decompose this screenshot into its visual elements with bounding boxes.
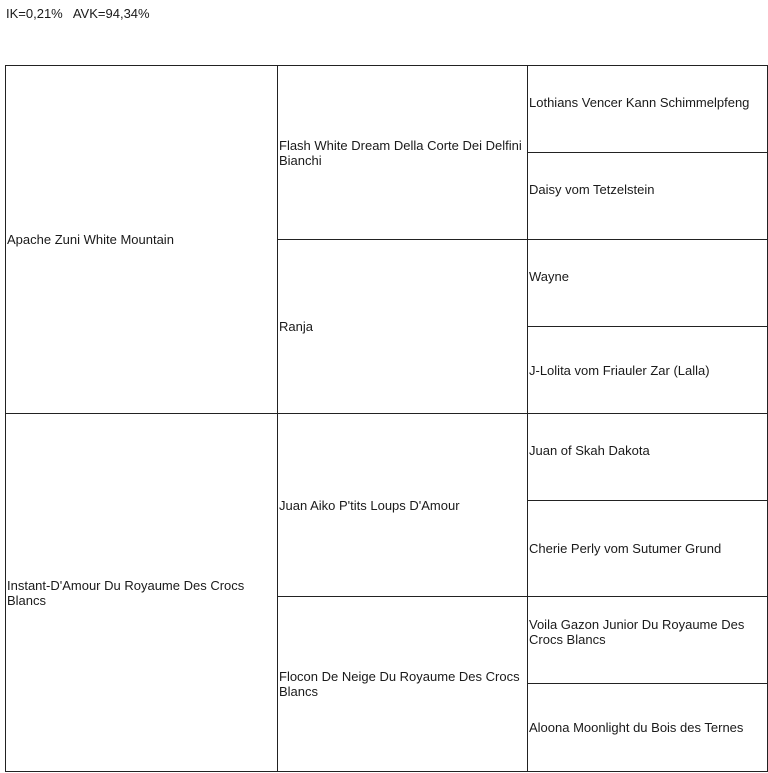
pedigree-cell-sire xyxy=(5,65,278,414)
sire-sire-name: Flash White Dream Della Corte Dei Delfini Bianchi xyxy=(279,137,522,168)
pedigree-cell-ddd xyxy=(527,683,768,772)
sire-name: Apache Zuni White Mountain xyxy=(7,232,174,247)
sire-dam-name: Ranja xyxy=(279,319,313,334)
pedigree-cell-ssd xyxy=(527,152,768,240)
pedigree-cell-dam xyxy=(5,413,278,772)
dsd-name: Cherie Perly vom Sutumer Grund xyxy=(529,541,722,556)
pedigree-cell-sss xyxy=(527,65,768,153)
pedigree-cell-dds xyxy=(527,596,768,684)
dam-dam-name: Flocon De Neige Du Royaume Des Crocs Blancs xyxy=(279,669,520,699)
pedigree-cell-dss xyxy=(527,413,768,501)
dam-sire-name: Juan Aiko P'tits Loups D'Amour xyxy=(279,497,460,513)
pedigree-cell-dam-sire xyxy=(277,413,528,597)
sdd-name: J-Lolita vom Friauler Zar (Lalla) xyxy=(529,362,710,378)
sss-name: Lothians Vencer Kann Schimmelpfeng xyxy=(529,95,750,110)
pedigree-cell-sds xyxy=(527,239,768,327)
dam-name: Instant-D'Amour Du Royaume Des Crocs Blancs xyxy=(7,577,245,608)
pedigree-cell-sire-dam xyxy=(277,239,528,414)
pedigree-cell-sire-sire xyxy=(277,65,528,240)
pedigree-cell-dam-dam xyxy=(277,596,528,772)
pedigree-cell-dsd xyxy=(527,500,768,597)
ddd-name: Aloona Moonlight du Bois des Ternes xyxy=(529,720,744,735)
dss-name: Juan of Skah Dakota xyxy=(529,443,650,458)
pedigree-table xyxy=(5,65,768,772)
pedigree-cell-sdd xyxy=(527,326,768,414)
inbreeding-stats: IK=0,21% AVK=94,34% xyxy=(6,6,150,21)
ssd-name: Daisy vom Tetzelstein xyxy=(529,182,655,197)
sds-name: Wayne xyxy=(529,269,569,284)
dds-name: Voila Gazon Junior Du Royaume Des Crocs Blancs xyxy=(529,617,745,647)
